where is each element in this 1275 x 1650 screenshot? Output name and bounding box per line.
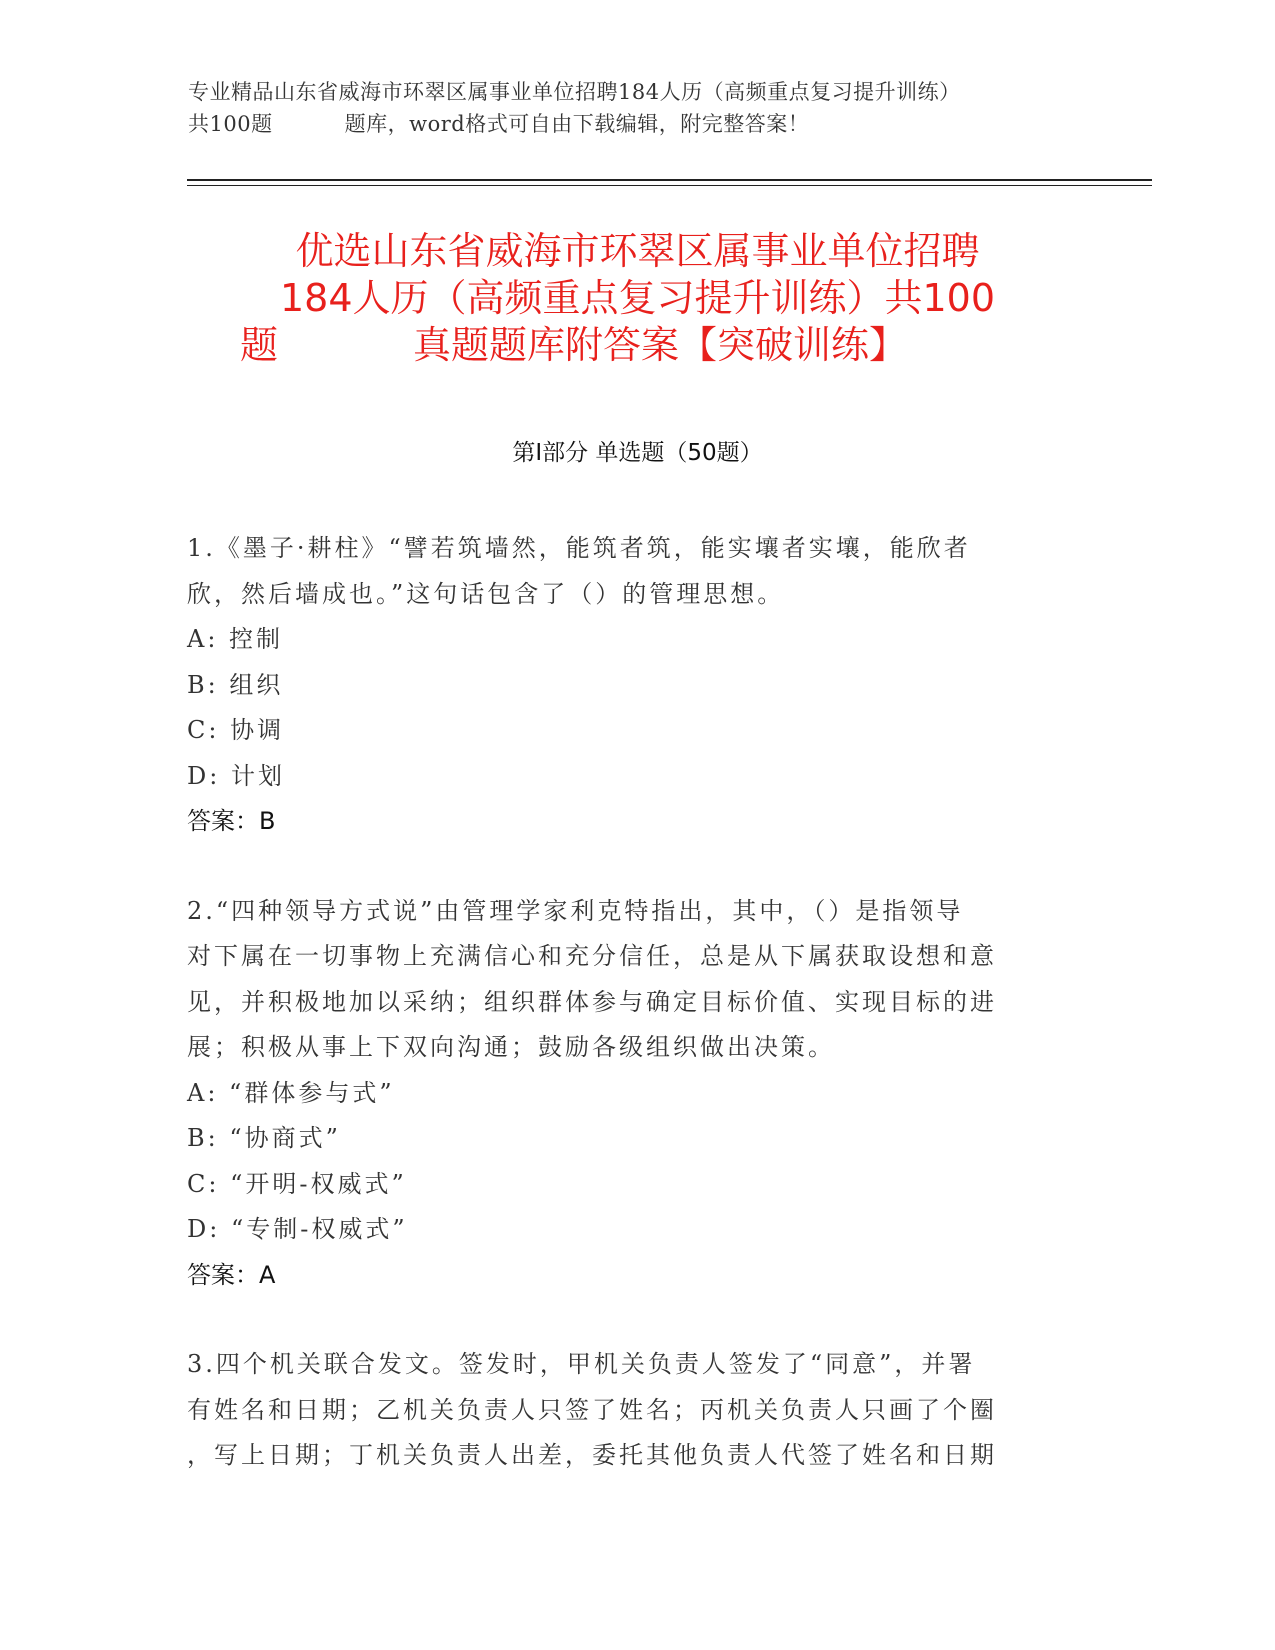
question-stem-line: 3.四个机关联合发文。签发时，甲机关负责人签发了“同意”，并署 (187, 1350, 976, 1378)
question-stem-line: 展；积极从事上下双向沟通；鼓励各级组织做出决策。 (187, 1033, 835, 1061)
header-note-line-1: 专业精品山东省威海市环翠区属事业单位招聘184人历（高频重点复习提升训练） (188, 80, 961, 104)
question-stem-line: 对下属在一切事物上充满信心和充分信任，总是从下属获取设想和意 (187, 942, 997, 970)
question-1 (187, 526, 1067, 845)
question-stem (187, 889, 1067, 1071)
document-title (140, 228, 1135, 369)
answer: 答案：B (187, 807, 276, 835)
option-c: C: 协调 (187, 716, 285, 744)
question-stem-line: 欣，然后墙成也。”这句话包含了（）的管理思想。 (187, 579, 785, 608)
question-3 (187, 1342, 1067, 1479)
question-stem-line: 1.《墨子·耕柱》“譬若筑墙然，能筑者筑，能实壤者实壤，能欣者 (187, 534, 971, 562)
question-2 (187, 889, 1067, 1299)
option-a: A: “群体参与式” (187, 1078, 395, 1107)
question-stem-line: ，写上日期；丁机关负责人出差，委托其他负责人代签了姓名和日期 (187, 1441, 997, 1469)
option-b: B: 组织 (187, 670, 284, 699)
document-title-line-3-start: 题 (240, 323, 279, 367)
header-rule-thin (187, 185, 1152, 186)
question-stem (187, 526, 1067, 617)
question-stem-line: 见，并积极地加以采纳；组织群体参与确定目标价值、实现目标的进 (187, 987, 997, 1016)
header-note-line-2 (188, 108, 1088, 140)
document-title-line-2: 184人历（高频重点复习提升训练）共100 (279, 276, 996, 320)
option-a: A: 控制 (187, 625, 284, 653)
document-title-line-1: 优选山东省威海市环翠区属事业单位招聘 (295, 229, 980, 273)
document-title-line-3 (140, 322, 1135, 369)
question-stem-line: 2.“四种领导方式说”由管理学家利克特指出，其中，（）是指领导 (187, 896, 964, 925)
question-stem (187, 1342, 1067, 1479)
option-d: D: “专制-权威式” (187, 1215, 408, 1243)
answer: 答案：A (187, 1260, 276, 1289)
question-stem-line: 有姓名和日期；乙机关负责人只签了姓名；丙机关负责人只画了个圈 (187, 1395, 997, 1424)
header-note-line-2-end: 题库，word格式可自由下载编辑，附完整答案！ (344, 112, 810, 136)
option-b: B: “协商式” (187, 1124, 341, 1152)
option-c: C: “开明-权威式” (187, 1169, 407, 1198)
header-rule-thick (187, 179, 1152, 181)
section-title: 第Ⅰ部分 单选题（50题） (512, 440, 763, 466)
option-d: D: 计划 (187, 761, 285, 790)
question-list (187, 526, 1067, 1523)
document-title-line-3-end: 真题题库附答案【突破训练】 (413, 323, 908, 367)
header-note (188, 76, 1088, 140)
header-note-line-2-start: 共100题 (188, 112, 273, 136)
